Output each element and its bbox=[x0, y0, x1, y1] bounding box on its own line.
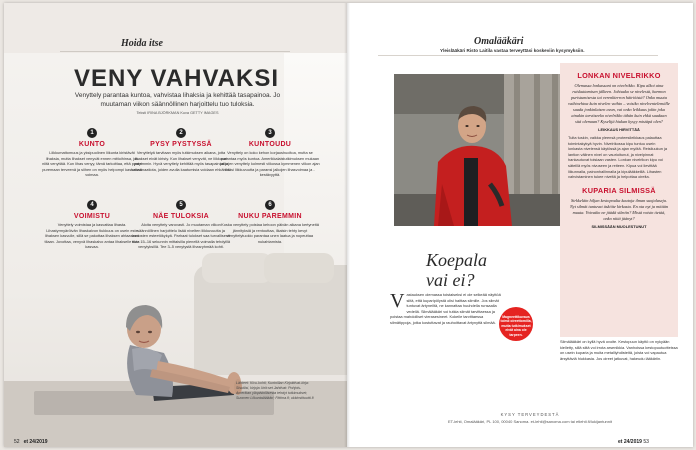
tip-number: 5 bbox=[176, 200, 186, 210]
divider-right bbox=[378, 55, 658, 56]
page-number-left bbox=[14, 439, 47, 445]
tip-heading: PYSY PYSTYSSÄ bbox=[150, 141, 212, 148]
doctor-photo bbox=[394, 74, 566, 226]
tip-3 bbox=[220, 121, 320, 178]
page-number-right bbox=[614, 439, 649, 445]
stretching-woman-illustration bbox=[92, 275, 242, 415]
qa-signature: LEIKKAUS HIRVITTÄÄ bbox=[598, 127, 640, 132]
lede: Venyttely parantaa kuntoa, vahvistaa lihaksia ja kehittää tasapainoa. Jo muutaman viikon säännöllinen harjoittelu tuo tuloksia. bbox=[74, 92, 281, 108]
tip-1 bbox=[42, 121, 142, 178]
qa-sidebar bbox=[560, 63, 678, 337]
qa-question: Olemassa lonkassani on nivelrikko. Kipu alkoi aina ruiskuttamisen jälkeen. Johtuuko se nivelestä, harmon puristumisesta tai verenkierron häiriöistä? Onko muuta vaihtoehtoa kuin nivelen vaihto – voisiko nivelventelemälle saada jonkinlaisen avun, vai onko leikkaus jokin joka ainakin tarvitseeko nivelrikko tähän kuin ehkä saadaan sitä olemaan? Kyselijä hiukan kysyy mistäpä olen? bbox=[568, 83, 670, 124]
story-text: astauksen olemassa toistaiseksi ei ole selkeää näyttöä siitä, että kuparipölystä olisi haittaa silmille. Jos silmät tuntuvat ärtyneiltä, ne kannattaa huuhdella runsaalla vedellä. Silmälääkäri voi tutkia silmät tarvittaessa ja poistaa mahdolliset vierasesineet. Kokeile tarvittaessa silmätippoja, jotka kostuttavat ja rauhoittavat ärtynyttä silmää. bbox=[390, 292, 501, 325]
qa-question: Sirkkeläin hiljan kestopoulta kautoja ilman suojalaseja. Nyt silmät tuntuvat äsköite kirkasta. En ota nyt ja mitään muuta. Voivatko ne jäädä silmiin? Mistä voisin tietää, onko niitä jäänyt? bbox=[569, 197, 669, 221]
tip-number: 1 bbox=[87, 128, 97, 138]
page-title: VENY VAHVAKSI bbox=[73, 65, 280, 92]
magazine-issue: et 24/2019 bbox=[618, 439, 642, 445]
qa-answer: Tulta tuskin, vaikka yleensä proteesileikkaus palauttaa toimintakykyä hyvin. Nivelrikossa kipu tuntuu usein lonkasta nivelensä käytössä ja ajan myötä. Reisiluukun ja lantion välinen nivel on vaurioitunut, ja nivelpinnat hankautuvat toisiaan vasten. Lonkan nivelrikon kipu voi säteillä myös nivuseen ja reiteen. Kipua voi lievittää liikunnalla, painonhallinnalla ja kipulääkkeillä. Lihasten vahvistaminen tukee niveltä ja helpottaa oireita. bbox=[568, 135, 668, 180]
magazine-spread bbox=[4, 3, 693, 447]
tip-body: Liikkumattomuus ja yksipuolinen liikunta kiristävät lihaksia, mutta lihakset venyvät ennen mittoihinsa, jos niitä venyttää. Kun lihas venyy, tämä tarkoittaa, että pystyt puremaan terveenä ja siihen on myös helpompi kasvattaa voimaa. bbox=[42, 150, 142, 178]
magazine-issue: et 24/2019 bbox=[23, 439, 48, 445]
tip-body: Venyttely on koko kehon korjaushuoltoa, mutta se parantaa myös kuntoa. Amerikkalaistutkimuksen mukaan jalkojen venyttely kolmesti viikossa kymmenen viikon ajan lisäsi liikkuvuutta ja paransi jalkojen lihasvoimaa ja -kestävyyttä. bbox=[220, 150, 320, 178]
qa-heading: LONKAN NIVELRIKKO bbox=[577, 71, 661, 80]
tip-body: Venyttelyä tarvitaan myös tutkimuksen aikana, jotta lihakset eivät kiristy. Kun lihakset venyvät, ne liikkuvat paremmin. Hyvä venyttely kehittää myös tasapainoa ja koordinaatiota, joiden avulla kaatumisia voidaan ehkäistä. bbox=[131, 150, 231, 172]
tip-2 bbox=[131, 121, 231, 172]
photo-caption: Lähteet: Kivu-kohti; Kuntoillan Kirjoittivat-kirja: Sisutlisi, kirjoja Unit:set Jahtivat: Pohjois-Amerikan yliopistollisesta tehdyt tutkimukset; Suomen Liikuntalääkäri; Fittima.fi; ukkinstituutti.fi bbox=[236, 381, 314, 400]
feature-story bbox=[390, 292, 502, 326]
callout-bubble: Magneettikuvaus toimii oireettomilla, mutta tutkimukset eivät aina ole tarpeen. bbox=[499, 307, 533, 341]
tip-heading: NÄE TULOKSIA bbox=[152, 213, 210, 220]
right-page bbox=[350, 3, 693, 447]
page-number: 52 bbox=[14, 439, 20, 445]
feature-title: Koepala vai ei? bbox=[426, 250, 487, 290]
tip-6 bbox=[220, 193, 320, 244]
footer-label: KYSY TERVEYDESTÄ bbox=[500, 412, 560, 417]
footer-contact: ET-lehti, Omalääkäri, PL 100, 00040 Sanoma. et-lehti@sanoma.com tai etlehti.fi/lukijantunnit bbox=[448, 419, 612, 424]
tip-body: Venyttely voimistaa ja kasvattaa lihasta. Lihastyrmyäröivän lihaskalvon tiukkuus on usein este lihaksen kasvulle, sillä se pakottaa lihaksen ahtaaseen tilaan. Jovottaa, venyvä lihaskalvo antaa lihakselle tilaa kasvaa. bbox=[44, 222, 140, 250]
tip-5 bbox=[131, 193, 231, 250]
left-page bbox=[4, 3, 347, 447]
section-subtitle: Yleislääkäri Risto Laitila vastaa terveyttäsi koskeviin kysymyksiin. bbox=[440, 48, 585, 53]
qa-signature: SILMISSÄÄN MUOLESTUNUT bbox=[591, 223, 647, 229]
tip-heading: VOIMISTU bbox=[73, 213, 111, 220]
tip-heading: KUNTO bbox=[78, 141, 106, 148]
tip-number: 6 bbox=[265, 200, 275, 210]
qa-heading: KUPARIA SILMISSÄ bbox=[582, 185, 656, 195]
drop-cap: V bbox=[390, 290, 405, 312]
tip-number: 2 bbox=[176, 128, 186, 138]
tip-number: 3 bbox=[265, 128, 275, 138]
tip-body: Koska venyttely poistaa kehoon päivän aikana kertyneitä jännityksiä ja rentouttaa, ilkaisin tehty kevyt venyttelytuokio parantaa unen laatua ja nopeuttaa nukahtamista. bbox=[221, 222, 319, 244]
footer bbox=[390, 412, 670, 424]
tip-heading: KUNTOUDU bbox=[248, 141, 292, 148]
answer-text: Silmälääkäri on kyllä hyvä ovoite. Kestopuun käyttö on nykyään kielletty, sillä siitä voi irrota arsenikkia. Vanhoissa kestopuutuotteissa on usein kuparia ja muita metalliyhdisteitä, joista voi vapautua ärsyttäviä hiukkasia. Jos oireet jatkuvat, hakeudu lääkäriin. bbox=[560, 339, 678, 361]
section-label-right: Omalääkäri bbox=[474, 36, 524, 47]
divider-left bbox=[60, 51, 290, 52]
tip-heading: NUKU PAREMMIN bbox=[238, 213, 302, 220]
byline: Teksti IRINA BJÖRKMAN Kuva GETTY IMAGES bbox=[136, 111, 219, 115]
tip-body: Aloita venyttely varovasti. Jo muutaman viikon säännöllinen harjoittelu lisää nivelten liikkuvuutta ja kudosten esteetökykyä. Parhaat tulokset saa turvallisesti noin 15–16 sekunnin mittaisilla pienellä voimalla tehdyillä venytyksillä. Tee 3–5 venytystä lihasryhmää kohti. bbox=[131, 222, 231, 250]
section-label-left: Hoida itse bbox=[121, 38, 163, 49]
tip-number: 4 bbox=[87, 200, 97, 210]
tip-4 bbox=[42, 193, 142, 250]
page-number: 53 bbox=[643, 439, 649, 445]
sofa-cushion bbox=[264, 253, 334, 283]
